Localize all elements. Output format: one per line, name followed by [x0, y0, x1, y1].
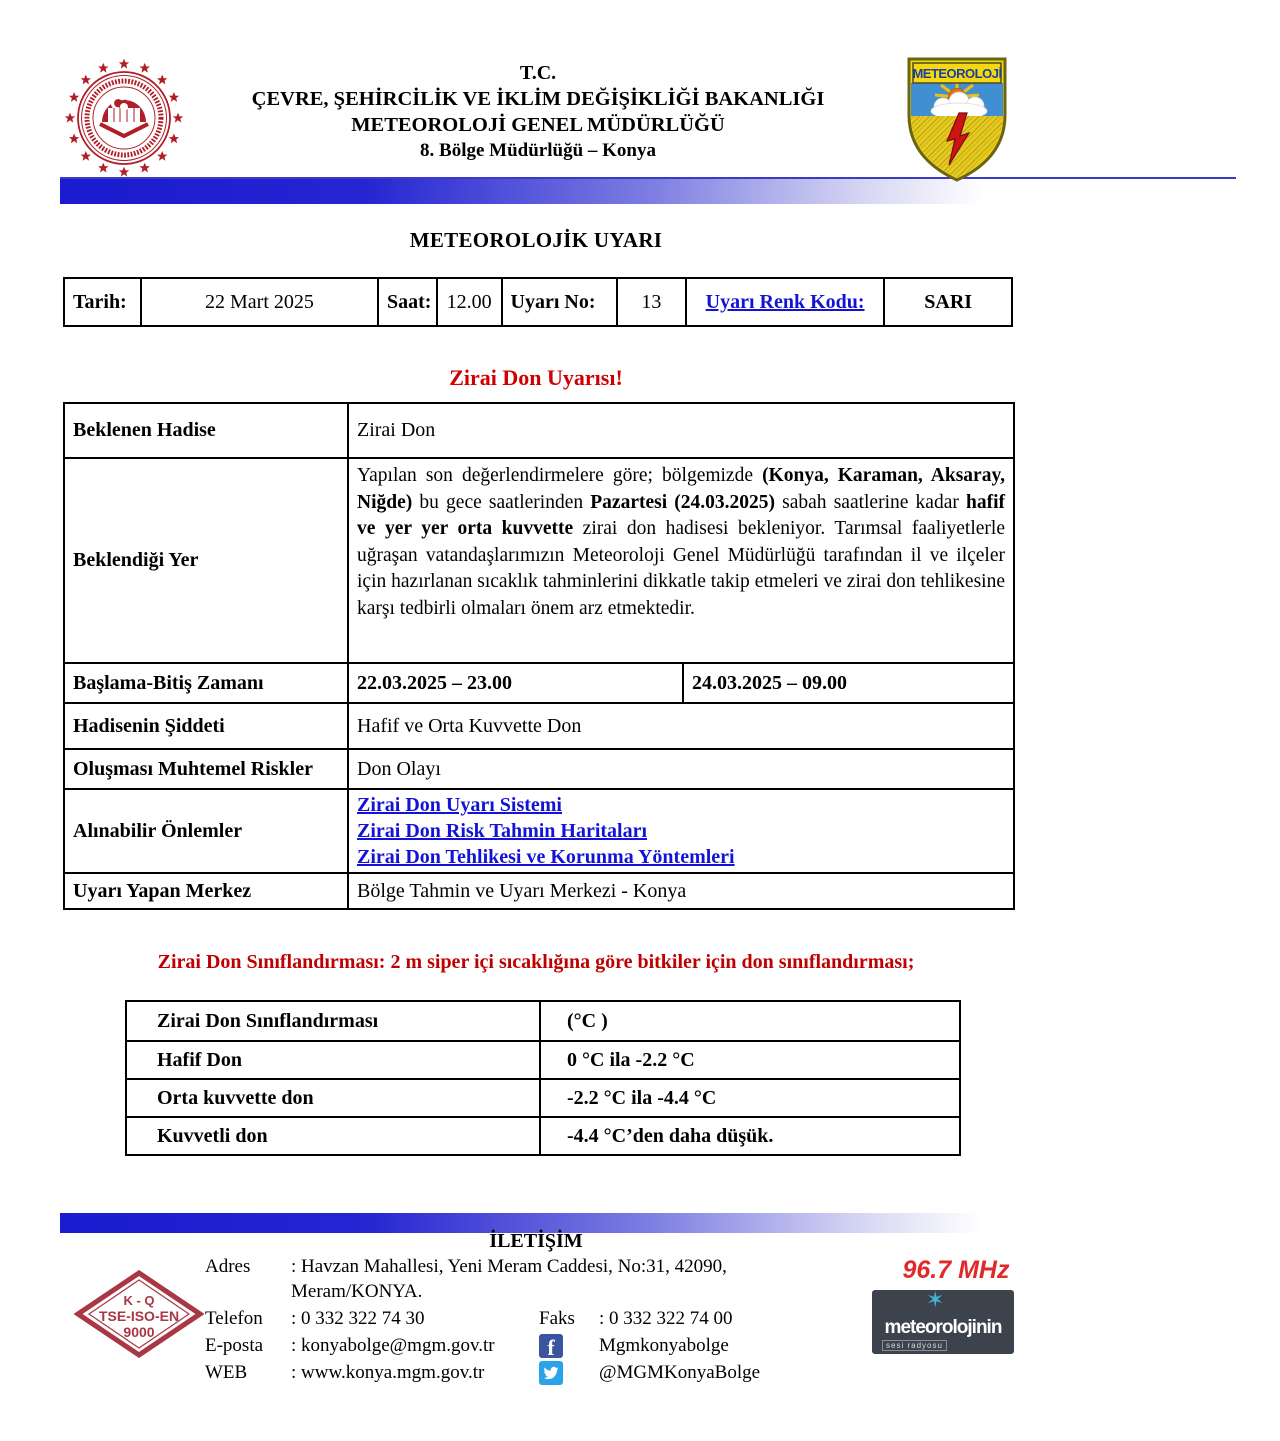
expected-event-value: Zirai Don [348, 403, 1014, 458]
facebook-icon[interactable]: f [539, 1334, 563, 1358]
seal-chevron [100, 124, 148, 136]
letterhead-directorate: METEOROLOJİ GENEL MÜDÜRLÜĞÜ [351, 114, 725, 136]
contact-block [205, 1254, 825, 1385]
period-end: 24.03.2025 – 09.00 [683, 663, 1014, 703]
risks-value: Don Olayı [348, 749, 1014, 789]
radio-subtitle: sesi radyosu [882, 1340, 947, 1351]
classification-row-range: -2.2 °C ila -4.4 °C [540, 1079, 960, 1117]
expected-event-label: Beklenen Hadise [64, 403, 348, 458]
iso-badge-line3: 9000 [123, 1324, 155, 1340]
iso-badge-line2: TSE-ISO-EN [98, 1308, 180, 1324]
phone-value: : 0 332 322 74 30 [291, 1308, 425, 1329]
date-value: 22 Mart 2025 [141, 278, 378, 326]
precautions-label: Alınabilir Önlemler [64, 789, 348, 873]
letterhead-region: 8. Bölge Müdürlüğü – Konya [420, 140, 656, 161]
link-zirai-don-uyari-sistemi[interactable]: Zirai Don Uyarı Sistemi [357, 794, 562, 816]
date-label: Tarih: [64, 278, 141, 326]
phone-label: Telefon [205, 1308, 263, 1329]
email-label: E-posta [205, 1335, 264, 1356]
severity-value: Hafif ve Orta Kuvvette Don [348, 703, 1014, 749]
color-code-value: SARI [884, 278, 1012, 326]
classification-row-name: Orta kuvvette don [126, 1079, 540, 1117]
expected-area-label: Beklendiği Yer [64, 458, 348, 663]
iso-badge-line1: K - Q [123, 1293, 155, 1308]
expected-area-paragraph: Yapılan son değerlendirmelere göre; bölgemizde (Konya, Karaman, Aksaray, Niğde) bu gece saatlerinden Pazartesi (24.03.2025) sabah saatlerine kadar hafif ve yer yer orta kuvvette zirai don hadisesi bekleniyor. Tarımsal faaliyetlerle uğraşan vatandaşlarımızın Meteoroloji Genel Müdürlüğü tarafından il ve ilçeler için hazırlanan sıcaklık tahminlerini dikkatle takip etmeleri ve zirai don tehlikesine karşı tedbirli olmaları önem arz etmektedir. [357, 465, 1006, 619]
classification-row-name: Hafif Don [126, 1041, 540, 1079]
address-value: : Havzan Mahallesi, Yeni Meram Caddesi, No:31, 42090, Meram/KONYA. [291, 1256, 727, 1302]
contact-heading: İLETİŞİM [489, 1230, 583, 1252]
classification-row-range: 0 °C ila -2.2 °C [540, 1041, 960, 1079]
radio-star-icon: ✶ [926, 1288, 945, 1313]
classification-row-range: -4.4 °C’den daha düşük. [540, 1117, 960, 1155]
email-value: : konyabolge@mgm.gov.tr [291, 1335, 495, 1356]
radio-name: meteorolojinin [884, 1317, 1002, 1338]
risks-label: Oluşması Muhtemel Riskler [64, 749, 348, 789]
issuing-center-value: Bölge Tahmin ve Uyarı Merkezi - Konya [348, 873, 1014, 909]
classification-heading: Zirai Don Sınıflandırması: 2 m siper içi sıcaklığına göre bitkiler için don sınıflandırması; [157, 951, 915, 973]
classification-table [125, 1000, 961, 1156]
radio-frequency: 96.7 MHz [902, 1256, 1010, 1284]
web-label: WEB [205, 1362, 248, 1383]
link-zirai-don-tehlikesi-korunma[interactable]: Zirai Don Tehlikesi ve Korunma Yöntemleri [357, 846, 735, 868]
twitter-icon[interactable] [539, 1361, 563, 1385]
document-title: METEOROLOJİK UYARI [409, 228, 663, 252]
classification-row-name: Kuvvetli don [126, 1117, 540, 1155]
period-label: Başlama-Bitiş Zamanı [64, 663, 348, 703]
color-code-link[interactable]: Uyarı Renk Kodu: [705, 290, 865, 313]
severity-label: Hadisenin Şiddeti [64, 703, 348, 749]
radio-logo [872, 1290, 1014, 1354]
warning-meta-table [63, 277, 1013, 327]
classification-col1-header: Zirai Don Sınıflandırması [126, 1001, 540, 1041]
issuing-center-label: Uyarı Yapan Merkez [64, 873, 348, 909]
fax-label: Faks [539, 1308, 575, 1329]
warning-no-value: 13 [617, 278, 686, 326]
warning-no-label: Uyarı No: [502, 278, 617, 326]
letterhead [160, 60, 916, 164]
web-value: : www.konya.mgm.gov.tr [291, 1362, 485, 1383]
time-value: 12.00 [437, 278, 502, 326]
link-zirai-don-risk-tahmin-haritalari[interactable]: Zirai Don Risk Tahmin Haritaları [357, 820, 648, 842]
shield-logo-text: METEOROLOJİ [912, 66, 1002, 81]
twitter-handle: @MGMKonyaBolge [599, 1362, 761, 1383]
address-label: Adres [205, 1256, 251, 1277]
meteoroloji-shield-logo [903, 52, 1011, 186]
tse-iso-badge [74, 1270, 204, 1358]
fax-value: : 0 332 322 74 00 [599, 1308, 733, 1329]
letterhead-ministry: ÇEVRE, ŞEHİRCİLİK VE İKLİM DEĞİŞİKLİĞİ BAKANLIĞI [251, 88, 825, 110]
letterhead-tc: T.C. [519, 62, 557, 84]
classification-col2-header: (°C ) [540, 1001, 960, 1041]
time-label: Saat: [378, 278, 437, 326]
period-start: 22.03.2025 – 23.00 [348, 663, 683, 703]
facebook-handle: Mgmkonyabolge [599, 1335, 729, 1356]
alert-title: Zirai Don Uyarısı! [449, 365, 623, 390]
header-banner-bar [60, 179, 1012, 204]
alert-detail-table [63, 402, 1015, 910]
